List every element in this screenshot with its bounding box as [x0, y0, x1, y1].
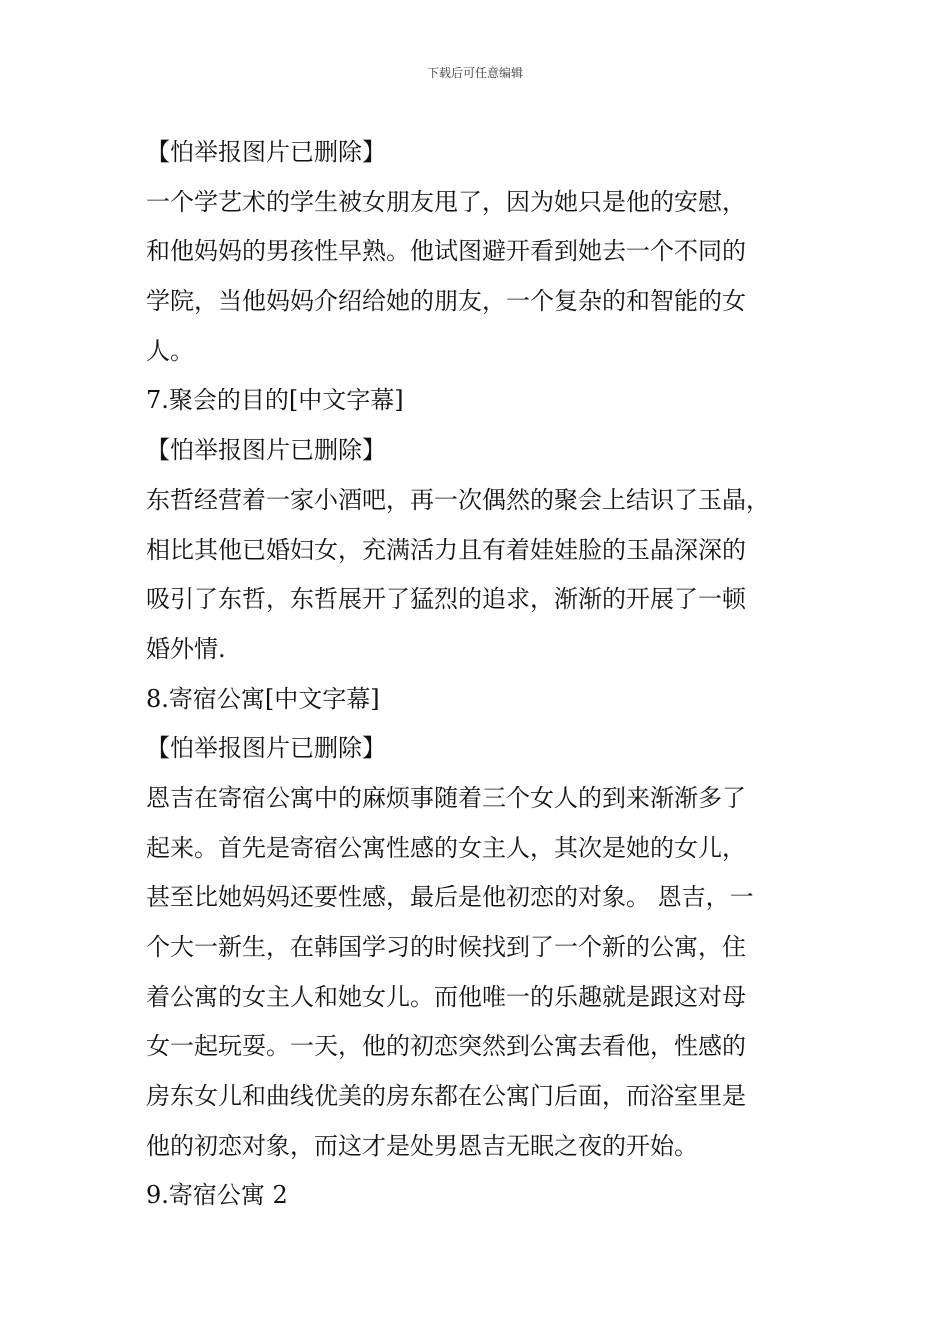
paragraph-line: 学院，当他妈妈介绍给她的朋友，一个复杂的和智能的女	[146, 287, 746, 316]
paragraph-line: 人。	[146, 336, 194, 365]
paragraph-line: 房东女儿和曲线优美的房东都在公寓门后面，而浴室里是	[146, 1082, 746, 1111]
paragraph-line: 个大一新生，在韩国学习的时候找到了一个新的公寓，住	[146, 933, 746, 961]
paragraph-line: 和他妈妈的男孩性早熟。他试图避开看到她去一个不同的	[146, 237, 746, 266]
section-heading: 7.聚会的目的[中文字幕]	[146, 386, 404, 415]
removed-image-note: 【怕举报图片已删除】	[146, 734, 386, 763]
paragraph-line: 婚外情.	[146, 634, 226, 663]
removed-image-note: 【怕举报图片已删除】	[146, 436, 386, 465]
section-heading: 9.寄宿公寓 2	[146, 1181, 288, 1210]
paragraph-line: 他的初恋对象，而这才是处男恩吉无眠之夜的开始。	[146, 1131, 698, 1160]
paragraph-line: 起来。首先是寄宿公寓性感的女主人，其次是她的女儿，	[146, 833, 746, 862]
paragraph-line: 女一起玩耍。一天，他的初恋突然到公寓去看他，性感的	[146, 1032, 746, 1061]
paragraph-line: 着公寓的女主人和她女儿。而他唯一的乐趣就是跟这对母	[146, 982, 746, 1011]
page-header: 下载后可任意编辑	[426, 66, 523, 80]
paragraph-line: 恩吉在寄宿公寓中的麻烦事随着三个女人的到来渐渐多了	[146, 783, 746, 812]
removed-image-note: 【怕举报图片已删除】	[146, 138, 386, 166]
paragraph-line: 东哲经营着一家小酒吧，再一次偶然的聚会上结识了玉晶，	[146, 485, 770, 514]
document-body	[146, 128, 806, 1221]
paragraph-line: 相比其他已婚妇女，充满活力且有着娃娃脸的玉晶深深的	[146, 535, 746, 564]
paragraph-line: 吸引了东哲，东哲展开了猛烈的追求，渐渐的开展了一顿	[146, 585, 746, 614]
section-heading: 8.寄宿公寓[中文字幕]	[146, 684, 380, 713]
paragraph-line: 甚至比她妈妈还要性感，最后是他初恋的对象。 恩吉，一	[146, 883, 754, 912]
paragraph-line: 一个学艺术的学生被女朋友甩了，因为她只是他的安慰，	[146, 187, 746, 216]
